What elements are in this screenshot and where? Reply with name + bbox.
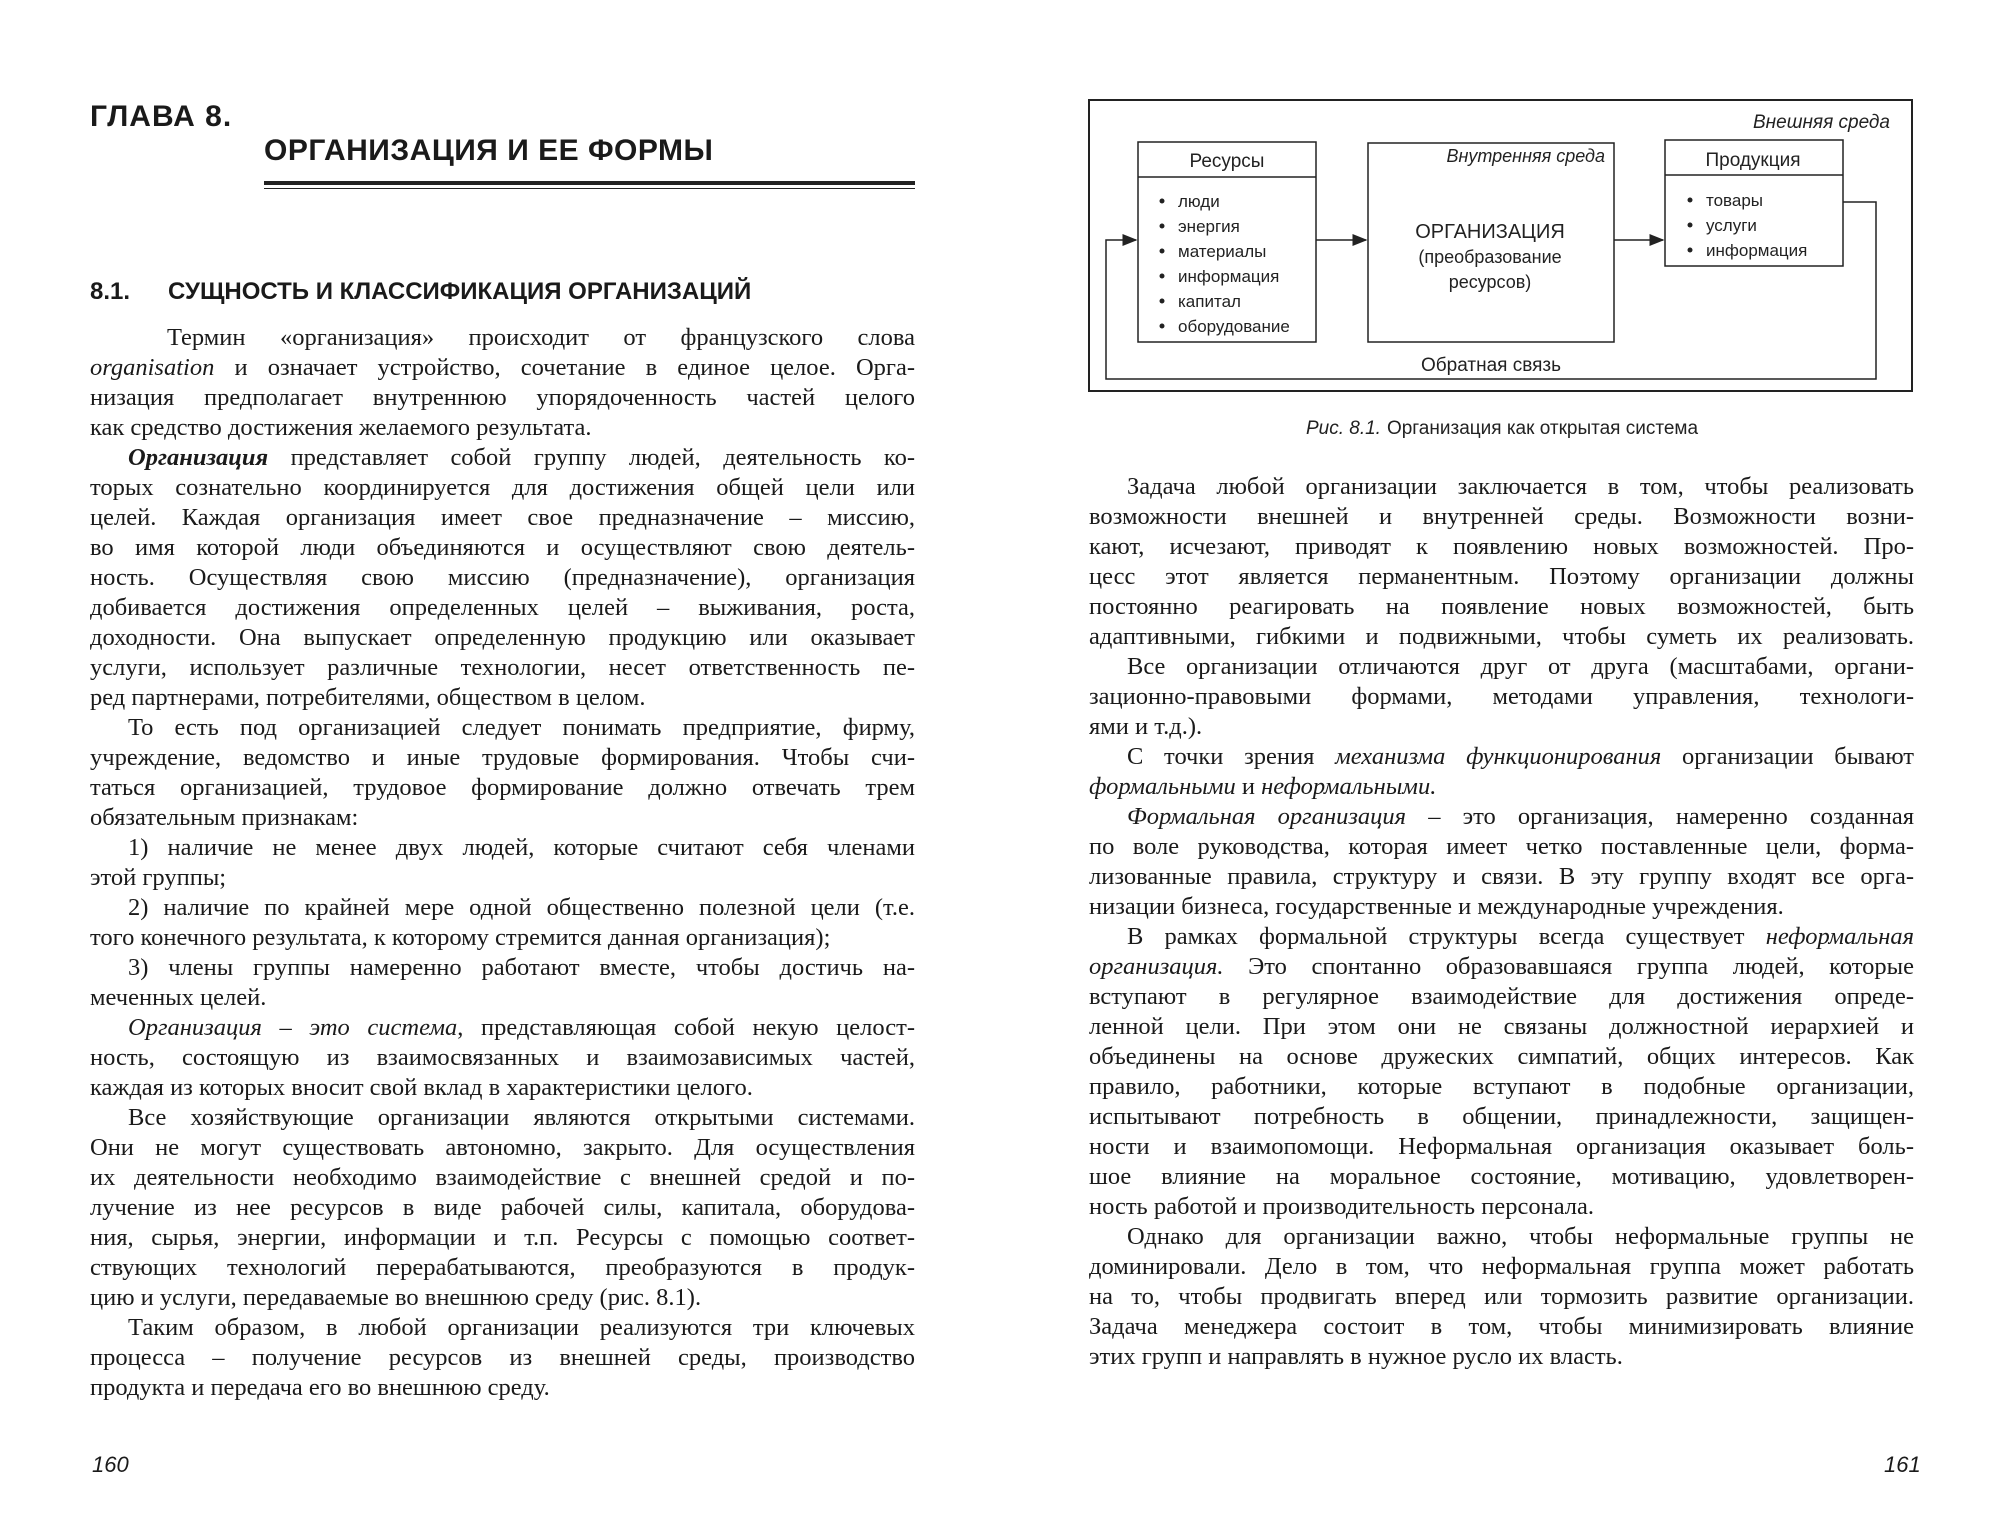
- text-line: [90, 623, 915, 653]
- text-run: ность. Осуществляя свою миссию (предназначение), организация: [90, 564, 915, 591]
- text-line: [1089, 622, 1914, 652]
- text-line: [90, 653, 915, 683]
- text-run: представляет собой группу людей, деятельность ко-: [268, 444, 915, 471]
- text-run: постоянно реагировать на появление новых возможностей, быть: [1089, 593, 1914, 620]
- products-item: услуги: [1706, 216, 1757, 235]
- organization-label: ОРГАНИЗАЦИЯ: [1415, 221, 1565, 243]
- text-line: [1089, 502, 1914, 532]
- text-line: [90, 1313, 915, 1343]
- text-run: на то, чтобы продвигать вперед или тормозить развитие организации.: [1089, 1283, 1914, 1310]
- text-run: , представляющая собой некую целост-: [457, 1014, 915, 1041]
- text-line: [90, 1223, 915, 1253]
- bullet-icon: [1160, 274, 1165, 279]
- text-run: 1) наличие не менее двух людей, которые считают себя членами: [128, 834, 915, 861]
- text-line: [1089, 802, 1914, 832]
- text-line: [90, 593, 915, 623]
- text-line: [1089, 592, 1914, 622]
- left-page-text: [90, 323, 915, 1403]
- text-line: [1089, 1282, 1914, 1312]
- text-run: цесс этот является перманентным. Поэтому организации должны: [1089, 563, 1914, 590]
- section-number: 8.1.: [90, 278, 131, 305]
- figure-caption: [1306, 418, 1699, 439]
- text-line: [90, 893, 915, 923]
- products-item: информация: [1706, 241, 1808, 260]
- text-run: цию и услуги, передаваемые во внешнюю среду (рис. 8.1).: [90, 1284, 702, 1311]
- text-run: 3) члены группы намеренно работают вместе, чтобы достичь на-: [128, 954, 915, 981]
- italic-term: неформальная: [1765, 923, 1914, 950]
- text-run: каждая из которых вносит свой вклад в характеристики целого.: [90, 1074, 753, 1101]
- text-run: Задача любой организации заключается в том, чтобы реализовать: [1127, 473, 1914, 500]
- bullet-icon: [1160, 324, 1165, 329]
- text-run: ности и взаимопомощи. Неформальная организация оказывает боль-: [1089, 1133, 1914, 1160]
- text-line: [1089, 682, 1914, 712]
- text-line: [1089, 1042, 1914, 1072]
- text-run: 2) наличие по крайней мере одной общественно полезной цели (т.е.: [128, 894, 915, 921]
- text-run: лучение из нее ресурсов в виде рабочей силы, капитала, оборудова-: [90, 1194, 915, 1221]
- text-run: таться организацией, трудовое формирование должно отвечать трем: [90, 774, 915, 801]
- text-run: вступают в регулярное взаимодействие для достижения опреде-: [1089, 983, 1914, 1010]
- text-line: [90, 1133, 915, 1163]
- text-run: во имя которой люди объединяются и осуществляют свою деятель-: [90, 534, 915, 561]
- text-run: С точки зрения: [1127, 743, 1336, 770]
- text-line: [1089, 562, 1914, 592]
- page-number-left: 160: [92, 1452, 129, 1477]
- text-line: [90, 1043, 915, 1073]
- external-environment-label: Внешняя среда: [1753, 112, 1890, 133]
- resources-item: информация: [1178, 267, 1280, 286]
- bullet-icon: [1160, 249, 1165, 254]
- text-line: [1089, 772, 1914, 802]
- text-line: [1089, 862, 1914, 892]
- text-line: [1089, 1102, 1914, 1132]
- text-run: ствующих технологий перерабатываются, преобразуются в продук-: [90, 1254, 915, 1281]
- text-run: меченных целей.: [90, 984, 267, 1011]
- products-item: товары: [1706, 191, 1764, 210]
- text-run: Все организации отличаются друг от друга (масштабами, органи-: [1127, 653, 1914, 680]
- bold-italic-term: Организация: [128, 444, 269, 471]
- feedback-label: Обратная связь: [1421, 355, 1561, 376]
- text-run: кают, исчезают, приводят к появлению новых возможностей. Про-: [1089, 533, 1914, 560]
- resources-item: оборудование: [1178, 317, 1290, 336]
- text-line: [90, 1073, 915, 1103]
- text-run: торых сознательно координируется для достижения общей цели или: [90, 474, 915, 501]
- organization-sub2: ресурсов): [1448, 272, 1532, 292]
- text-line: [1089, 1342, 1914, 1372]
- text-line: [1089, 922, 1914, 952]
- text-run: доминировали. Дело в том, что неформальная группа может работать: [1089, 1253, 1914, 1280]
- text-run: В рамках формальной структуры всегда существует: [1127, 923, 1766, 950]
- bullet-icon: [1160, 299, 1165, 304]
- text-run: То есть под организацией следует понимать предприятие, фирму,: [128, 714, 915, 741]
- bullet-icon: [1160, 199, 1165, 204]
- text-run: по воле руководства, которая имеет четко поставленные цели, форма-: [1089, 833, 1914, 860]
- text-line: [90, 983, 915, 1013]
- text-line: [1089, 742, 1914, 772]
- text-run: как средство достижения желаемого результата.: [90, 414, 592, 441]
- text-run: услуги, использует различные технологии, несет ответственность пе-: [90, 654, 915, 681]
- text-run: Это спонтанно образовавшаяся группа людей, которые: [1223, 953, 1914, 980]
- text-line: [90, 803, 915, 833]
- text-run: добивается достижения определенных целей – выживания, роста,: [90, 594, 915, 621]
- text-run: ность работой и производительность персонала.: [1089, 1193, 1595, 1220]
- text-line: [90, 1253, 915, 1283]
- text-run: адаптивными, гибкими и подвижными, чтобы суметь их реализовать.: [1089, 623, 1914, 650]
- text-run: процесса – получение ресурсов из внешней среды, производство: [90, 1344, 915, 1371]
- text-run: возможности внешней и внутренней среды. Возможности возни-: [1089, 503, 1914, 530]
- products-title: Продукция: [1705, 150, 1801, 171]
- italic-term: Формальная организация: [1127, 803, 1407, 830]
- chapter-title: ОРГАНИЗАЦИЯ И ЕЕ ФОРМЫ: [264, 134, 714, 167]
- text-line: [1089, 892, 1914, 922]
- text-run: и: [1235, 773, 1262, 800]
- text-line: [90, 563, 915, 593]
- text-line: [90, 1163, 915, 1193]
- resources-title: Ресурсы: [1189, 151, 1265, 172]
- text-line: [1089, 1252, 1914, 1282]
- text-run: объединены на основе дружеских симпатий, общих интересов. Как: [1089, 1043, 1914, 1070]
- text-run: и означает устройство, сочетание в единое целое. Орга-: [214, 354, 915, 381]
- text-line: [1089, 1162, 1914, 1192]
- resources-item: энергия: [1178, 217, 1240, 236]
- text-line: [1089, 1132, 1914, 1162]
- text-line: [90, 863, 915, 893]
- page-number-right: 161: [1884, 1452, 1921, 1477]
- text-run: правило, работники, которые вступают в подобные организации,: [1089, 1073, 1914, 1100]
- text-line: [1089, 1012, 1914, 1042]
- text-run: Они не могут существовать автономно, закрыто. Для осуществления: [90, 1134, 915, 1161]
- text-run: того конечного результата, к которому стремится данная организация);: [90, 924, 831, 951]
- text-line: [1089, 652, 1914, 682]
- text-line: [90, 533, 915, 563]
- figure-caption-text: Организация как открытая система: [1386, 418, 1699, 439]
- text-run: испытывают потребность в общении, принадлежности, защищен-: [1089, 1103, 1914, 1130]
- figure-open-system-diagram: [0, 0, 2000, 460]
- bullet-icon: [1688, 248, 1693, 253]
- text-run: этих групп и направлять в нужное русло их власть.: [1089, 1343, 1623, 1370]
- section-title: СУЩНОСТЬ И КЛАССИФИКАЦИЯ ОРГАНИЗАЦИЙ: [168, 278, 752, 305]
- text-line: [90, 1283, 915, 1313]
- text-run: обязательным признакам:: [90, 804, 359, 831]
- bullet-icon: [1160, 224, 1165, 229]
- text-line: [90, 743, 915, 773]
- text-run: зационно-правовыми формами, методами управления, технологи-: [1089, 683, 1914, 710]
- bullet-icon: [1688, 223, 1693, 228]
- text-line: [1089, 1222, 1914, 1252]
- italic-term: Организация – это система: [128, 1014, 458, 1041]
- text-run: их деятельности необходимо взаимодействие с внешней средой и по-: [90, 1164, 915, 1191]
- text-line: [1089, 1072, 1914, 1102]
- text-run: лизованные правила, структуру и связи. В эту группу входят все орга-: [1089, 863, 1914, 890]
- text-run: учреждение, ведомство и иные трудовые формирования. Чтобы счи-: [90, 744, 915, 771]
- text-line: [90, 1343, 915, 1373]
- text-line: [90, 953, 915, 983]
- text-line: [1089, 982, 1914, 1012]
- text-line: [1089, 472, 1914, 502]
- text-run: Все хозяйствующие организации являются открытыми системами.: [128, 1104, 915, 1131]
- figure-caption-prefix: Рис. 8.1.: [1305, 418, 1381, 439]
- text-run: Однако для организации важно, чтобы неформальные группы не: [1127, 1223, 1914, 1250]
- text-run: Таким образом, в любой организации реализуются три ключевых: [128, 1314, 915, 1341]
- text-line: [90, 833, 915, 863]
- resources-item: люди: [1178, 192, 1220, 211]
- text-line: [90, 473, 915, 503]
- text-line: [90, 503, 915, 533]
- text-run: доходности. Она выпускает определенную продукцию или оказывает: [90, 624, 915, 651]
- text-line: [1089, 1192, 1914, 1222]
- text-run: – это организация, намеренно созданная: [1406, 803, 1914, 830]
- italic-term: механизма функционирования: [1335, 743, 1662, 770]
- text-run: ред партнерами, потребителями, обществом в целом.: [90, 684, 646, 711]
- text-run: ленной цели. При этом они не связаны должностной иерархией и: [1089, 1013, 1914, 1040]
- text-run: ность, состоящую из взаимосвязанных и взаимозависимых частей,: [90, 1044, 915, 1071]
- text-run: продукта и передача его во внешнюю среду.: [90, 1374, 550, 1401]
- text-run: ями и т.д.).: [1089, 713, 1203, 740]
- italic-term: неформальными.: [1261, 773, 1437, 800]
- text-line: [90, 713, 915, 743]
- resources-item: материалы: [1178, 242, 1267, 261]
- text-run: организации бывают: [1661, 743, 1915, 770]
- text-line: [1089, 712, 1914, 742]
- text-run: шое влияние на моральное состояние, мотивацию, удовлетворен-: [1089, 1163, 1914, 1190]
- text-line: [90, 1193, 915, 1223]
- text-run: ния, сырья, энергии, информации и т.п. Ресурсы с помощью соответ-: [90, 1224, 915, 1251]
- text-run: целей. Каждая организация имеет свое предназначение – миссию,: [90, 504, 915, 531]
- text-run: этой группы;: [90, 864, 227, 891]
- right-page-text: [1089, 472, 1914, 1372]
- italic-term: organisation: [90, 354, 215, 381]
- italic-term: организация.: [1089, 953, 1224, 980]
- resources-item: капитал: [1178, 292, 1241, 311]
- text-line: [90, 773, 915, 803]
- text-line: [1089, 952, 1914, 982]
- text-line: [90, 1373, 915, 1403]
- text-line: [90, 683, 915, 713]
- text-line: [90, 1013, 915, 1043]
- text-run: Задача менеджера состоит в том, чтобы минимизировать влияние: [1089, 1313, 1914, 1340]
- italic-term: формальными: [1089, 773, 1236, 800]
- text-line: [1089, 532, 1914, 562]
- text-line: [1089, 1312, 1914, 1342]
- text-run: низации бизнеса, государственные и международные учреждения.: [1089, 893, 1784, 920]
- organization-sub1: (преобразование: [1418, 247, 1562, 267]
- text-line: [90, 1103, 915, 1133]
- text-run: низация предполагает внутреннюю упорядоченность частей целого: [90, 384, 915, 411]
- bullet-icon: [1688, 198, 1693, 203]
- text-line: [90, 923, 915, 953]
- chapter-label: ГЛАВА 8.: [90, 100, 233, 133]
- text-run: Термин «организация» происходит от французского слова: [167, 324, 915, 351]
- text-line: [1089, 832, 1914, 862]
- internal-environment-label: Внутренняя среда: [1446, 146, 1605, 166]
